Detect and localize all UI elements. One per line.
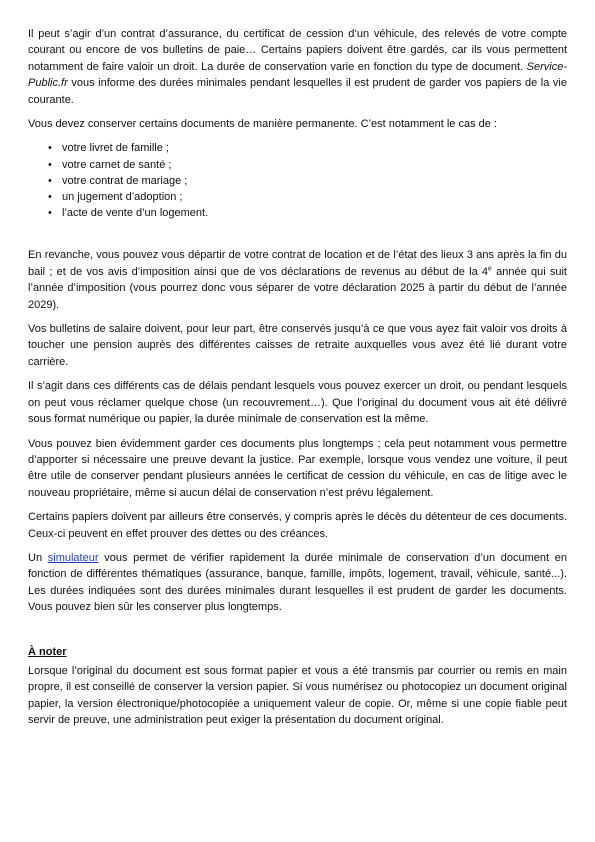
- bulletins-paragraph: Vos bulletins de salaire doivent, pour leur part, être conservés jusqu’à ce que vous ayez fait valoir vos droits à toucher une pension auprès des différentes caisses de retraite auxquelles vous avez été lié durant votre carrière.: [28, 323, 567, 368]
- longtemps-paragraph: Vous pouvez bien évidemment garder ces documents plus longtemps ; cela peut notamment vous permettre d’apporter si nécessaire une preuve devant la justice. Par exemple, lorsque vous vendez une voiture, il peut être utile de conserver pendant plusieurs années le certificat de cession du véhicule, en cas de litige avec le nouveau propriétaire, même si aucun délai de conservation n’est prévu légalement.: [28, 437, 567, 499]
- service-public-name: Service-Public.fr: [28, 60, 567, 90]
- revanche-text-1: En revanche, vous pouvez vous départir de votre contrat de location et de l’état des lieux 3 ans après la fin du bail ; et de vos avis d’imposition ainsi que de vos déclarations de revenus au début de la 4: [28, 249, 567, 278]
- revanche-text-2: année qui suit l’année d’imposition (vous pourrez donc vous séparer de votre déclaration 2025 à partir du début de l’année 2029).: [28, 265, 567, 311]
- ordinal-suffix: e: [488, 265, 492, 273]
- revanche-paragraph: [28, 247, 567, 313]
- list-item: • votre livret de famille ;: [48, 140, 567, 156]
- intro-text-1: Il peut s’agir d’un contrat d’assurance, du certificat de cession d’un véhicule, des relevés de votre compte courant ou encore de vos bulletins de paie… Certains papiers doivent être gardés, car ils vous permettent notamment de faire valoir un droit. La durée de conservation varie en fonction du type de document.: [28, 28, 567, 73]
- simulator-text-1: Un: [28, 551, 48, 564]
- list-item: • un jugement d’adoption ;: [48, 189, 567, 205]
- simulator-paragraph: [28, 550, 567, 616]
- simulator-link[interactable]: simulateur: [47, 551, 99, 564]
- list-item: • votre carnet de santé ;: [48, 157, 567, 173]
- deces-paragraph: Certains papiers doivent par ailleurs être conservés, y compris après le décès du détenteur de ces documents. Ceux-ci peuvent en effet prouver des dettes ou des créances.: [28, 511, 567, 540]
- spacer: [28, 624, 567, 644]
- delais-paragraph: Il s’agit dans ces différents cas de délais pendant lesquels vous pouvez exercer un droit, ou pendant lesquels on peut vous réclamer quelque chose (un recouvrement…). Que l’original du document vous ait été délivré sous format numérique ou papier, la durée minimale de conservation est la même.: [28, 380, 567, 426]
- intro-paragraph: [28, 26, 567, 108]
- list-item: • l’acte de vente d’un logement.: [48, 205, 567, 221]
- simulator-text-2: vous permet de vérifier rapidement la durée minimale de conservation d’un document en fonction de différentes thématiques (assurance, banque, famille, impôts, logement, travail, véhicule, santé...). Les durées indiquées sont des durées minimales durant lesquelles il est prudent de garder les documents. Vous pouvez bien sûr les conserver plus longtemps.: [28, 551, 567, 614]
- note-title: À noter: [28, 645, 67, 658]
- list-item: • votre contrat de mariage ;: [48, 173, 567, 189]
- note-paragraph: Lorsque l’original du document est sous format papier et vous a été transmis par courrier ou remis en main propre, il est conseillé de conserver la version papier. Si vous numérisez ou photocopiez un document original papier, la version électronique/photocopiée a uniquement valeur de copie. Or, même si une copie fiable peut servir de preuve, une administration peut exiger la présentation du document original.: [28, 664, 567, 727]
- spacer: [28, 221, 567, 247]
- permanent-documents-list: [28, 140, 567, 221]
- permanent-intro: Vous devez conserver certains documents de manière permanente. C’est notamment le cas de :: [28, 118, 497, 131]
- document-page: [28, 26, 567, 737]
- intro-text-2: vous informe des durées minimales pendant lesquelles il est prudent de garder vos papiers de la vie courante.: [28, 77, 567, 106]
